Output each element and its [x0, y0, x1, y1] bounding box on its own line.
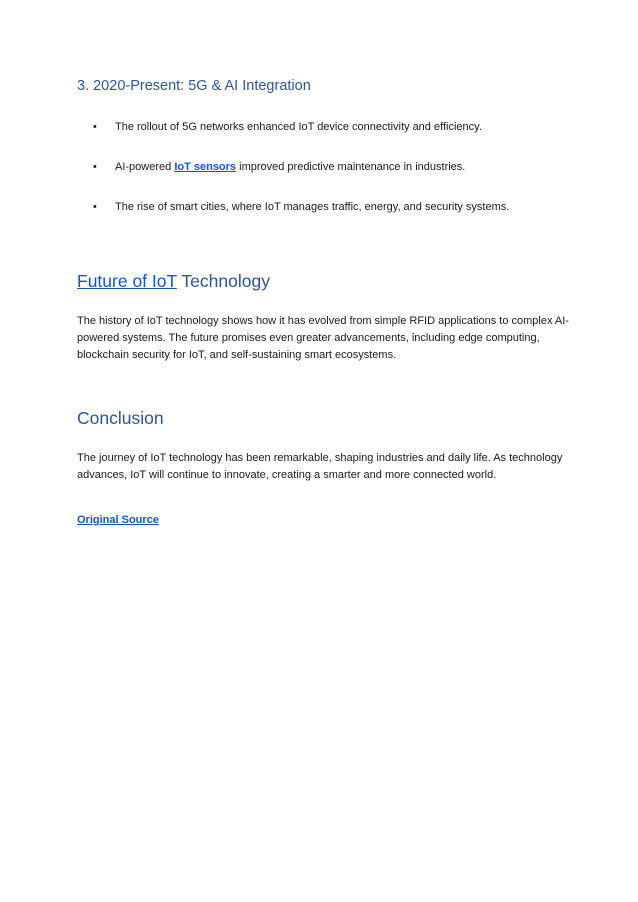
future-paragraph: [77, 313, 567, 364]
section-heading-2020-present: 3. 2020-Present: 5G & AI Integration: [77, 78, 311, 94]
bullet-item-ai-sensors: [93, 161, 465, 173]
bullet-icon: •: [93, 201, 97, 213]
bullet-text: AI-powered: [115, 161, 175, 173]
bullet-item-smart-cities: [93, 201, 509, 213]
bullet-text-after: improved predictive maintenance in industries.: [236, 161, 466, 173]
conclusion-heading: Conclusion: [77, 408, 164, 428]
paragraph-line: powered systems. The future promises even greater advancements, including edge computing,: [77, 332, 540, 344]
bullet-icon: •: [93, 161, 97, 173]
bullet-icon: •: [93, 121, 97, 133]
original-source-link[interactable]: Original Source: [77, 514, 159, 526]
bullet-item-5g-rollout: [93, 121, 482, 133]
future-of-iot-heading: [77, 271, 270, 292]
future-of-iot-link[interactable]: Future of IoT: [77, 271, 177, 291]
bullet-text: The rollout of 5G networks enhanced IoT device connectivity and efficiency.: [115, 121, 482, 133]
iot-sensors-link[interactable]: IoT sensors: [174, 161, 237, 173]
bullet-text: The rise of smart cities, where IoT manages traffic, energy, and security systems.: [115, 201, 510, 213]
original-source: [77, 514, 159, 526]
conclusion-paragraph: [77, 450, 567, 484]
future-heading-rest: Technology: [176, 271, 270, 291]
paragraph-line: The history of IoT technology shows how it has evolved from simple RFID applications to complex AI-: [77, 315, 569, 327]
paragraph-line: advances, IoT will continue to innovate, creating a smarter and more connected world.: [77, 469, 497, 481]
paragraph-line: The journey of IoT technology has been remarkable, shaping industries and daily life. As technology: [77, 452, 563, 464]
paragraph-line: blockchain security for IoT, and self-sustaining smart ecosystems.: [77, 349, 397, 361]
